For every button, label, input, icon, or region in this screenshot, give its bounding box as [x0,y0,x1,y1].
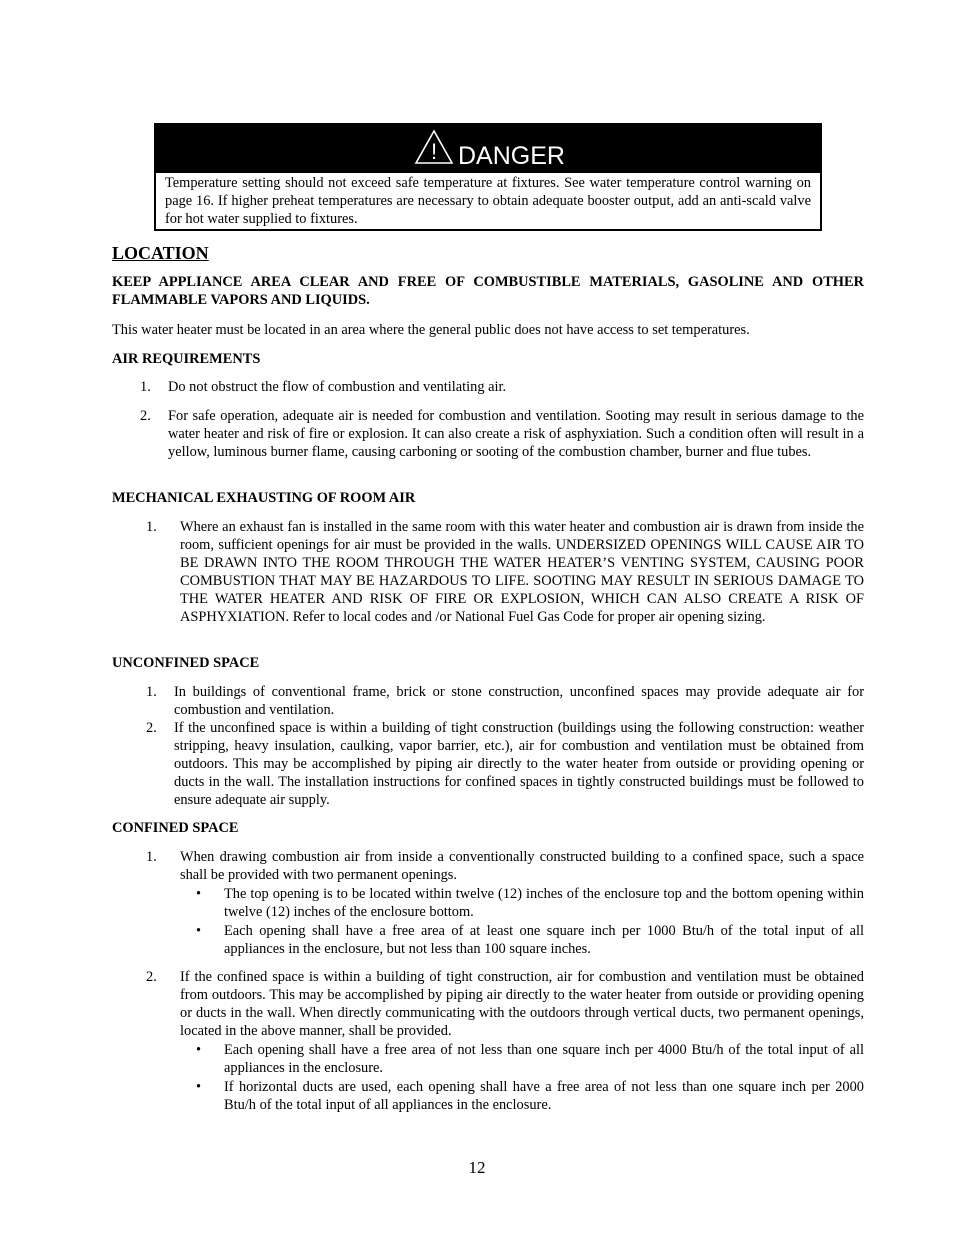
page-number: 12 [468,1158,486,1177]
list-item: For safe operation, adequate air is needed for combustion and ventilation. Sooting may result in serious damage to the water heater and risk of fire or explosion. It can also create a risk of asphyxiation. Such a condition often will result in a yellow, luminous burner flame, causing carboning or sooting of the combustion chamber, burner and flue tubes. [168,408,864,460]
list-item: In buildings of conventional frame, brick or stone construction, unconfined spaces may provide adequate air for combustion and ventilation. [174,684,864,718]
bullet-icon: • [196,1042,202,1058]
danger-title: DANGER [458,142,565,170]
bullet-icon: • [196,886,202,902]
list-item: If the unconfined space is within a building of tight construction (buildings using the following construction: weather stripping, heavy insulation, caulking, vapor barrier, etc.), air for combustion and ventilation must be obtained from outdoors. This may be accomplished by piping air directly to the water heater from outside or providing opening or ducts in the wall. The installation instructions for confined spaces in tightly constructed buildings must be followed to ensure adequate air supply. [174,720,864,808]
bullet-item: The top opening is to be located within twelve (12) inches of the enclosure top and the bottom opening within twelve (12) inches of the enclosure bottom. [224,886,864,920]
confined-space-heading: CONFINED SPACE [112,820,239,836]
list-item: Where an exhaust fan is installed in the same room with this water heater and combustion air is drawn from inside the room, sufficient openings for air must be provided in the walls. UNDERSIZED OPENINGS WILL CAUSE AIR TO BE DRAWN INTO THE ROOM THROUGH THE WATER HEATER’S VENTING SYSTEM, CAUSING POOR COMBUSTION THAT MAY BE HAZARDOUS TO LIFE. SOOTING MAY RESULT IN SERIOUS DAMAGE TO THE WATER HEATER AND RISK OF FIRE OR EXPLOSION, WHICH CAN ALSO CREATE A RISK OF ASPHYXIATION. Refer to local codes and /or National Fuel Gas Code for proper air opening sizing. [180,519,864,625]
bullet-icon: • [196,923,202,939]
list-number: 1. [146,849,157,865]
mechanical-exhausting-heading: MECHANICAL EXHAUSTING OF ROOM AIR [112,490,416,506]
list-item: If the confined space is within a building of tight construction, air for combustion and ventilation must be obtained from outdoors. This may be accomplished by piping air directly to the water heater from outside or providing opening or ducts in the wall. When directly communicating with the outdoors through vertical ducts, two permanent openings, located in the above manner, shall be provided. [180,969,864,1039]
bullet-item: Each opening shall have a free area of at least one square inch per 1000 Btu/h of the total input of all appliances in the enclosure, but not less than 100 square inches. [224,923,864,957]
list-number: 1. [146,684,157,700]
list-number: 1. [140,379,151,395]
air-requirements-heading: AIR REQUIREMENTS [112,351,261,367]
list-item: When drawing combustion air from inside a conventionally constructed building to a confined space, such a space shall be provided with two permanent openings. [180,849,864,883]
list-number: 2. [140,408,151,424]
location-intro: This water heater must be located in an area where the general public does not have access to set temperatures. [112,322,750,338]
danger-box [154,123,822,231]
bullet-item: If horizontal ducts are used, each opening shall have a free area of not less than one square inch per 2000 Btu/h of the total input of all appliances in the enclosure. [224,1079,864,1113]
bullet-item: Each opening shall have a free area of not less than one square inch per 4000 Btu/h of the total input of all appliances in the enclosure. [224,1042,864,1076]
location-title: LOCATION [112,243,209,263]
danger-text: Temperature setting should not exceed safe temperature at fixtures. See water temperature control warning on page 16. If higher preheat temperatures are necessary to obtain adequate booster output, add an anti-scald valve for hot water supplied to fixtures. [165,175,811,227]
bullet-icon: • [196,1079,202,1095]
warning-triangle-icon [414,129,454,165]
svg-text:!: ! [430,139,438,164]
unconfined-space-heading: UNCONFINED SPACE [112,655,260,671]
list-number: 2. [146,969,157,985]
list-item: Do not obstruct the flow of combustion and ventilating air. [168,379,507,395]
list-number: 1. [146,519,157,535]
danger-header [156,125,820,173]
location-warning: KEEP APPLIANCE AREA CLEAR AND FREE OF COMBUSTIBLE MATERIALS, GASOLINE AND OTHER FLAMMABLE VAPORS AND LIQUIDS. [112,274,864,308]
list-number: 2. [146,720,157,736]
